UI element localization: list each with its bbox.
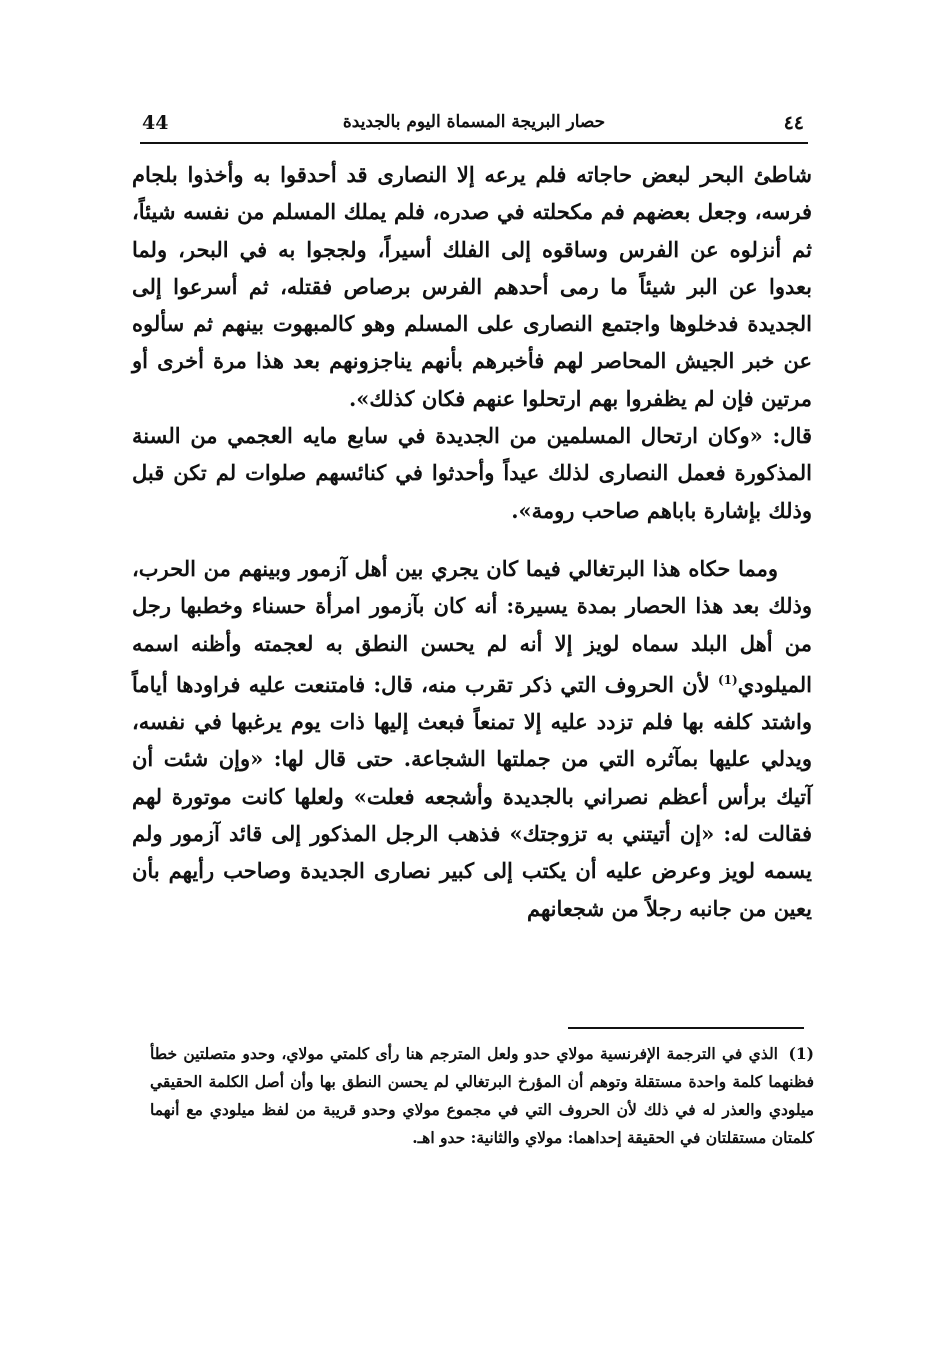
footnote-body: مولاي حدو ولعل المترجم هنا رأى كلمتي مولاي، وحدو متصلتين خطأ فظنهما كلمة واحدة مستقلة وتوهم أن المؤرخ البرتغالي لم يحسن النطق بها وأن أصل الكلمة الحقيقي ميلودي والعذر له في ذلك لأن الحروف التي في مجموع مولاي وحدو قريبة من لفظ ميلودي مع أنهما كلمتان مستقلتان في الحقيقة إحداهما: مولاي والثانية: حدو اهـ. (150, 1044, 814, 1147)
footnote-separator (568, 1027, 804, 1029)
paragraph (132, 550, 812, 927)
paragraph: قال: «وكان ارتحال المسلمين من الجديدة في سابع مايه العجمي من السنة المذكورة فعمل النصارى لذلك عيداً وأحدثوا في كنائسهم صلوات لم تكن قبل وذلك بإشارة باباهم صاحب رومة». (132, 423, 812, 523)
paragraph: شاطئ البحر لبعض حاجاته فلم يرعه إلا النصارى قد أحدقوا به وأخذوا بلجام فرسه، وجعل بعضهم فم مكحلته في صدره، فلم يملك المسلم من نفسه شيئاً، ثم أنزلوه عن الفرس وساقوه إلى الفلك أسيراً، ولججوا به في البحر، ولما بعدوا عن البر شيئاً ما رمى أحدهم الفرس برصاص فقتله، ثم أسرعوا إلى الجديدة فدخلوها واجتمع النصارى على المسلم وهو كالمبهوت بينهم ثم سألوه عن خبر الجيش المحاصر لهم فأخبرهم بأنهم يناجزونهم بعد هذا مرة أخرى أو مرتين فإن لم يظفروا بهم ارتحلوا عنهم فكان كذلك». (132, 162, 812, 411)
main-text (132, 156, 812, 927)
page-number-latin: 44 (142, 112, 169, 134)
footnote-lead: الذي في الترجمة (660, 1044, 778, 1063)
page-number-arabic: ٤٤ (783, 112, 804, 134)
footnotes (150, 1040, 814, 1152)
footnote-item (150, 1040, 814, 1152)
paragraph-text: ومما حكاه هذا البرتغالي فيما كان يجري بين أهل آزمور وبينهم من الحرب، وذلك بعد هذا الحصار بمدة يسيرة: أنه كان بآزمور امرأة حسناء وخطبها رجل من أهل البلد سماه لويز إلا أنه لم يحسن النطق به لعجمته وأظنه اسمه الميلودي (132, 555, 812, 697)
footnote-number: (1) (788, 1044, 814, 1063)
running-title: حصار البريجة المسماة اليوم بالجديدة (342, 112, 606, 132)
page-header (140, 106, 808, 144)
footnote-text (150, 1044, 814, 1147)
footnote-emphasis: الإفرنسية (599, 1044, 661, 1063)
footnote-reference[interactable]: (1) (717, 672, 738, 687)
paragraph-text: لأن الحروف التي ذكر تقرب منه، قال: فامتنعت عليه فراودها أياماً واشتد كلفه بها فلم تزدد عليه إلا تمنعاً فبعث إليها ذات يوم يرغبها في نفسه، ويدلي عليها بمآثره التي من جملتها الشجاعة. حتى قال لها: «وإن شئت أن آتيك برأس أعظم نصراني بالجديدة وأشجعه فعلت» ولعلها كانت موتورة لهم فقالت له: «إن أتيتني به تزوجتك» فذهب الرجل المذكور إلى قائد آزمور ولم يسمه لويز وعرض عليه أن يكتب إلى كبير نصارى الجديدة وصاحب رأيهم بأن يعين من جانبه رجلاً من شجعانهم (132, 671, 812, 921)
